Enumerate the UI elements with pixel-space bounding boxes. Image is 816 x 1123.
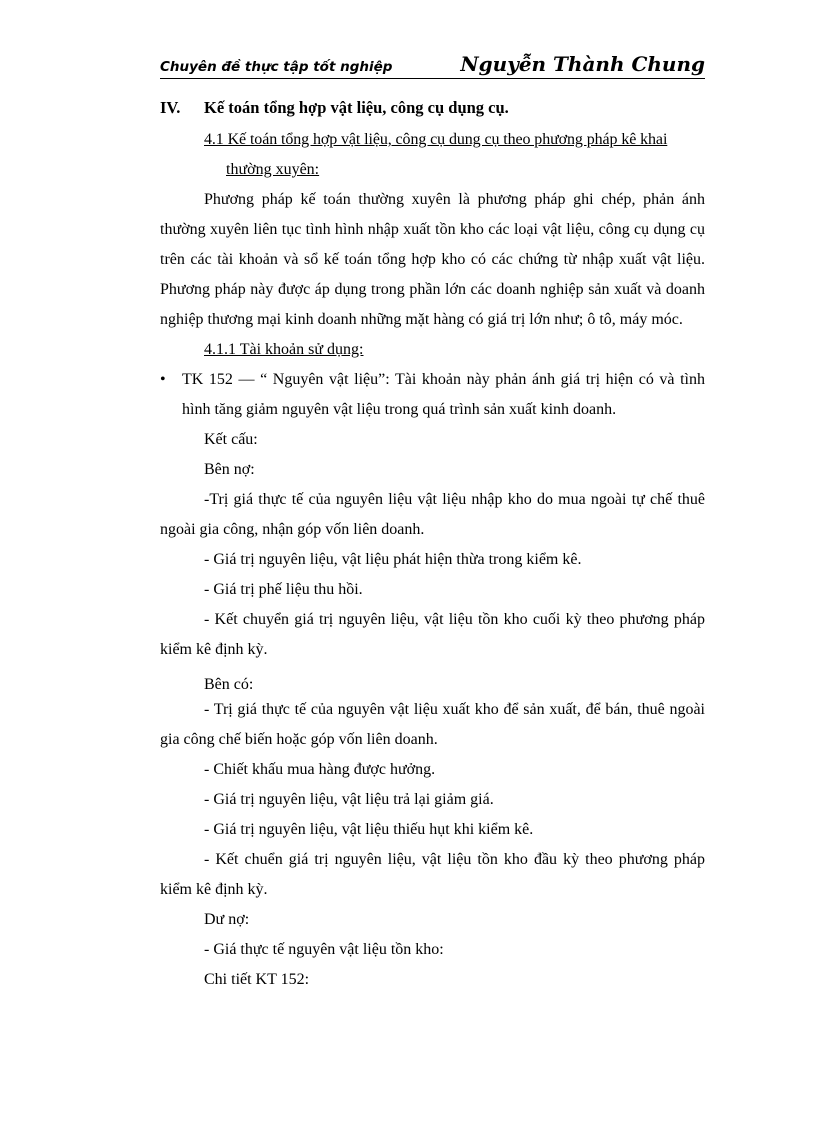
subsection-heading-line1: 4.1 Kế toán tổng hợp vật liệu, công cụ dung cụ theo phương pháp kê khai [204, 131, 668, 148]
ben-co-label: Bên có: [204, 676, 254, 693]
bullet-text: TK 152 — “ Nguyên vật liệu”: Tài khoản này phản ánh giá trị hiện có và tình hình tăng giảm nguyên vật liệu trong quá trình sản xuất kinh doanh. [182, 371, 705, 418]
du-no-item: - Giá thực tế nguyên vật liệu tồn kho: [204, 941, 444, 958]
intro-paragraph: Phương pháp kế toán thường xuyên là phương pháp ghi chép, phản ánh thường xuyên liên tục tình hình nhập xuất tồn kho các loại vật liệu, công cụ dụng cụ trên các tài khoản và sổ kế toán tổng hợp kho có các chứng từ nhập xuất vật liệu. Phương pháp này được áp dụng trong phần lớn các doanh nghiệp sản xuất và doanh nghiệp thương mại kinh doanh những mặt hàng có giá trị lớn như; ô tô, máy móc. [160, 191, 705, 328]
section-heading [160, 93, 705, 125]
ben-no-item-2: - Giá trị nguyên liệu, vật liệu phát hiện thừa trong kiểm kê. [204, 551, 582, 568]
ben-co-item-1: - Trị giá thực tế của nguyên vật liệu xuất kho để sản xuất, để bán, thuê ngoài gia công chế biến hoặc góp vốn liên doanh. [160, 701, 705, 748]
page-header [160, 50, 705, 79]
ben-co-item-5: - Kết chuển giá trị nguyên liệu, vật liệu tồn kho đầu kỳ theo phương pháp kiểm kê định kỳ. [160, 851, 705, 898]
ben-co-item-2: - Chiết khấu mua hàng được hưởng. [204, 761, 436, 778]
section-title: Kế toán tổng hợp vật liệu, công cụ dụng cụ. [204, 98, 509, 117]
bullet-item-tk152 [160, 365, 705, 425]
header-author-name: Nguyễn Thành Chung [460, 52, 705, 76]
subsection-heading-line2: thường xuyên: [226, 161, 320, 178]
ben-no-item-3: - Giá trị phế liệu thu hồi. [204, 581, 363, 598]
header-document-type: Chuyên đề thực tập tốt nghiệp [160, 59, 393, 75]
ben-no-item-4: - Kết chuyển giá trị nguyên liệu, vật liệu tồn kho cuối kỳ theo phương pháp kiểm kê định kỳ. [160, 611, 705, 658]
ben-co-item-3: - Giá trị nguyên liệu, vật liệu trả lại giảm giá. [204, 791, 494, 808]
ben-no-label: Bên nợ: [204, 461, 255, 478]
ket-cau-label: Kết cấu: [204, 431, 258, 448]
du-no-label: Dư nợ: [204, 911, 250, 928]
document-body [160, 93, 705, 995]
sub-subsection-heading: 4.1.1 Tài khoản sử dụng: [204, 341, 364, 358]
chi-tiet-label: Chi tiết KT 152: [204, 971, 310, 988]
ben-no-item-1: -Trị giá thực tế của nguyên liệu vật liệu nhập kho do mua ngoài tự chế thuê ngoài gia công, nhận góp vốn liên doanh. [160, 491, 705, 538]
bullet-icon: • [160, 371, 166, 388]
ben-co-item-4: - Giá trị nguyên liệu, vật liệu thiếu hụt khi kiểm kê. [204, 821, 534, 838]
section-number: IV. [160, 98, 181, 117]
